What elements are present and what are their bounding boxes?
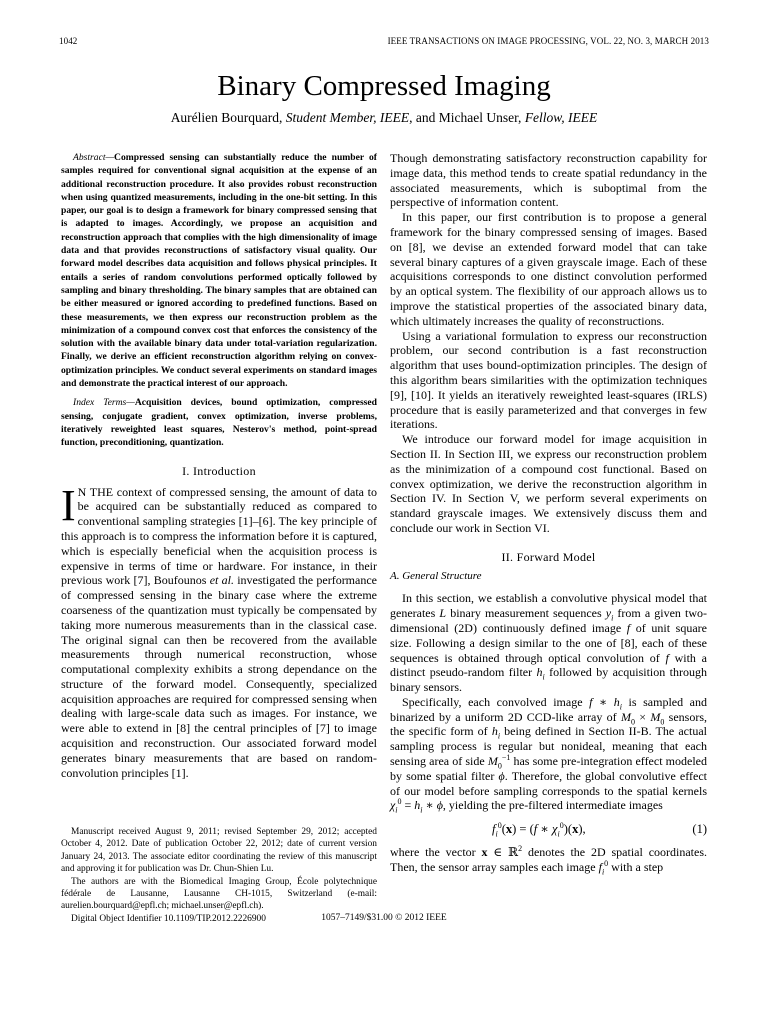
abstract-text: Compressed sensing can substantially reduce the number of samples required for conventional signal acquisition at the expense of an additional reconstruction procedure. It also provides robust reconstruction when using quantized measurements, including in the one-bit setting. In this paper, our goal is to design a framework for binary compressed sensing that is adapted to images. Accordingly, we propose an acquisition and reconstruction approach that complies with the high dimensionality of image data and that provides reconstructions of satisfactory visual quality. Our forward model describes data acquisition and follows physical principles. It entails a series of random convolutions performed optically followed by sampling and binary thresholding. The binary samples that are obtained can be either measured or ignored according to predefined functions. Based on these measurements, we then express our reconstruction problem as the minimization of a compound convex cost that enforces the consistency of the solution with the available binary data under total-variation regularization. Finally, we derive an efficient reconstruction algorithm relying on convex-optimization principles. We conduct several experiments on standard images and demonstrate the practical interest of our approach. (61, 152, 377, 390)
intro-paragraph-2: Though demonstrating satisfactory reconstruction capability for image data, this method tends to create spatial redundancy in the associated measurements, which is suboptimal from the perspective of information content. (390, 151, 707, 210)
intro-paragraph-1 (61, 480, 377, 781)
equation-1 (390, 817, 707, 843)
intro-text-a: N THE context of compressed sensing, the amount of data to be acquired can be substantially reduced as compared to conventional sampling strategies [1]–[6]. The key principle of this approach is to compress the information before it is captured, which is especially beneficial when the acquisition process is expensive in terms of time or hardware. For instance, in their previous work [7], Boufounos (61, 484, 377, 588)
drop-cap: I (61, 480, 76, 530)
intro-paragraph-3: In this paper, our first contribution is to propose a general framework for the binary compressed sensing of images. Based on [8], we devise an extended forward model that can take several binary captures of a given grayscale image. Each of these acquisitions corresponds to one distinct convolution performed by an optical system. The flexibility of our approach allows us to improve the statistical properties of the associated binary data, which ultimately increases the quality of reconstructions. (390, 210, 707, 328)
equation-1-number: (1) (692, 822, 707, 837)
page-number: 1042 (59, 36, 78, 46)
author-line (0, 110, 768, 126)
abstract: Abstract—Compressed sensing can substantially reduce the number of samples required for conventional signal acquisition at the expense of an additional reconstruction procedure. It also provides robust reconstruction when using quantized measurements, including in the one-bit setting. In this paper, our goal is to design a framework for binary compressed sensing that is adapted to images. Accordingly, we propose an acquisition and reconstruction approach that complies with the high dimensionality of image data and that provides reconstructions of satisfactory visual quality. Our forward model describes data acquisition and follows physical principles. It entails a series of random convolutions performed optically followed by sampling and binary thresholding. The binary samples that are obtained can be either measured or ignored according to predefined functions. Based on these measurements, we then express our reconstruction problem as the minimization of a compound convex cost that enforces the consistency of the solution with the available binary data under total-variation regularization. Finally, we derive an efficient reconstruction algorithm relying on convex-optimization principles. We conduct several experiments on standard images and demonstrate the practical interest of our approach. (61, 152, 377, 390)
index-terms: Index Terms—Acquisition devices, bound optimization, compressed sensing, conjugate gradient, convex optimization, inverse problems, iteratively reweighted least squares, Nesterov's method, point-spread function, preconditioning, quantization. (61, 397, 377, 449)
author-1: Aurélien Bourquard, (170, 110, 283, 125)
intro-paragraph-4: Using a variational formulation to express our reconstruction problem, our second contribution is a fast reconstruction algorithm that uses bound-optimization principles. The design of this algorithm bears similarities with the optimization techniques [9], [10]. It yields an iteratively reweighted least-squares (IRLS) procedure that is easily parameterized and that converges in few iterations. (390, 328, 707, 432)
intro-paragraph-5: We introduce our forward model for image acquisition in Section II. In Section III, we express our reconstruction problem as the minimization of a compound cost functional. Based on convex optimization, we derive the reconstruction algorithm in Section IV. In Section V, we perform several experiments on standard grayscale images. We extensively discuss them and conclude our work in Section VI. (390, 432, 707, 535)
index-terms-text: Acquisition devices, bound optimization, compressed sensing, conjugate gradient, convex optimization, inverse problems, iteratively reweighted least squares, Nesterov's method, point-spread function, preconditioning, quantization. (61, 397, 377, 449)
forward-paragraph-3: where the vector x ∈ ℝ$^2$ denotes the 2D spatial coordinates. Then, the sensor array samples each image $f_i^0$ with a step (390, 844, 708, 877)
intro-text-b: investigated the performance of compressed sensing in the binary case where the extreme coarseness of the quantization must typically be compensated by taking more numerous measurements than in the classical case. The original signal can then be recovered from the available measurements through numerical reconstruction, whose computational complexity exhibits a strong dependance on the structure of the forward model. Consequently, specialized acquisition approaches are required for compressed sensing when dealing with large-scale data such as images. For instance, we were able to extend in [8] the central principles of [7] to image acquisition and reconstruction. Our associated forward model generates binary measurements that are based on random-convolution principles [1]. (61, 573, 377, 780)
footnote-affiliation: The authors are with the Biomedical Imaging Group, École polytechnique fédérale de Lausanne, Lausanne CH-1015, Switzerland (e-mail: aurelien.bourquard@epfl.ch; michael.unser@epfl.ch). (61, 876, 377, 912)
author-connector: , and Michael Unser, (409, 110, 522, 125)
index-terms-label: Index Terms (73, 397, 127, 409)
equation-1-body: $f_i^0(x) = (f$ ∗ $\chi_i^0)(x)$, (492, 821, 586, 839)
section-heading-forward-model: II. Forward Model (501, 549, 596, 564)
footnote-manuscript: Manuscript received August 9, 2011; revised September 29, 2012; accepted October 4, 2012. Date of publication October 22, 2012; date of current version January 24, 2013. The associate editor coordinating the review of this manuscript and approving it for publication was Dr. Chun-Shien Lu. (61, 827, 377, 875)
copyright-footer: 1057–7149/$31.00 © 2012 IEEE (321, 913, 447, 923)
footnote-doi: Digital Object Identifier 10.1109/TIP.2012.2226900 (71, 913, 266, 924)
subsection-heading-general-structure: A. General Structure (390, 569, 482, 582)
section-heading-introduction: I. Introduction (182, 463, 256, 478)
intro-etal: et al. (209, 573, 234, 588)
left-column (61, 151, 377, 780)
forward-paragraph-1: In this section, we establish a convolutive physical model that generates L binary measurement sequences $y_i$ from a given two-dimensional (2D) continuously defined image f of unit square size. Following a design similar to the one of [8], each of these sequences is obtained through optical convolution of f with a distinct pseudo-random filter $h_i$ followed by acquisition through binary sensors. (390, 591, 707, 695)
author-1-role: Student Member, IEEE (285, 110, 410, 125)
abstract-label: Abstract (73, 152, 106, 163)
footnotes (61, 826, 377, 925)
author-2-role: Fellow, IEEE (524, 110, 598, 125)
paper-title: Binary Compressed Imaging (217, 70, 551, 102)
journal-header: IEEE TRANSACTIONS ON IMAGE PROCESSING, VOL. 22, NO. 3, MARCH 2013 (387, 36, 709, 46)
right-column (390, 151, 707, 875)
forward-paragraph-2: Specifically, each convolved image f ∗ $h_i$ is sampled and binarized by a uniform 2D CCD-like array of $M_0 \times M_0$ sensors, the specific form of $h_i$ being defined in Section II-B. The actual sampling process is regular but nonideal, meaning that each sensing area of side $M_0^{-1}$ has some pre-integration effect modeled by some spatial filter ϕ. Therefore, the global convolutive effect of our model before sampling corresponds to the spatial kernels $\chi_i^0 = h_i$ ∗ ϕ, yielding the pre-filtered intermediate images (390, 694, 707, 815)
